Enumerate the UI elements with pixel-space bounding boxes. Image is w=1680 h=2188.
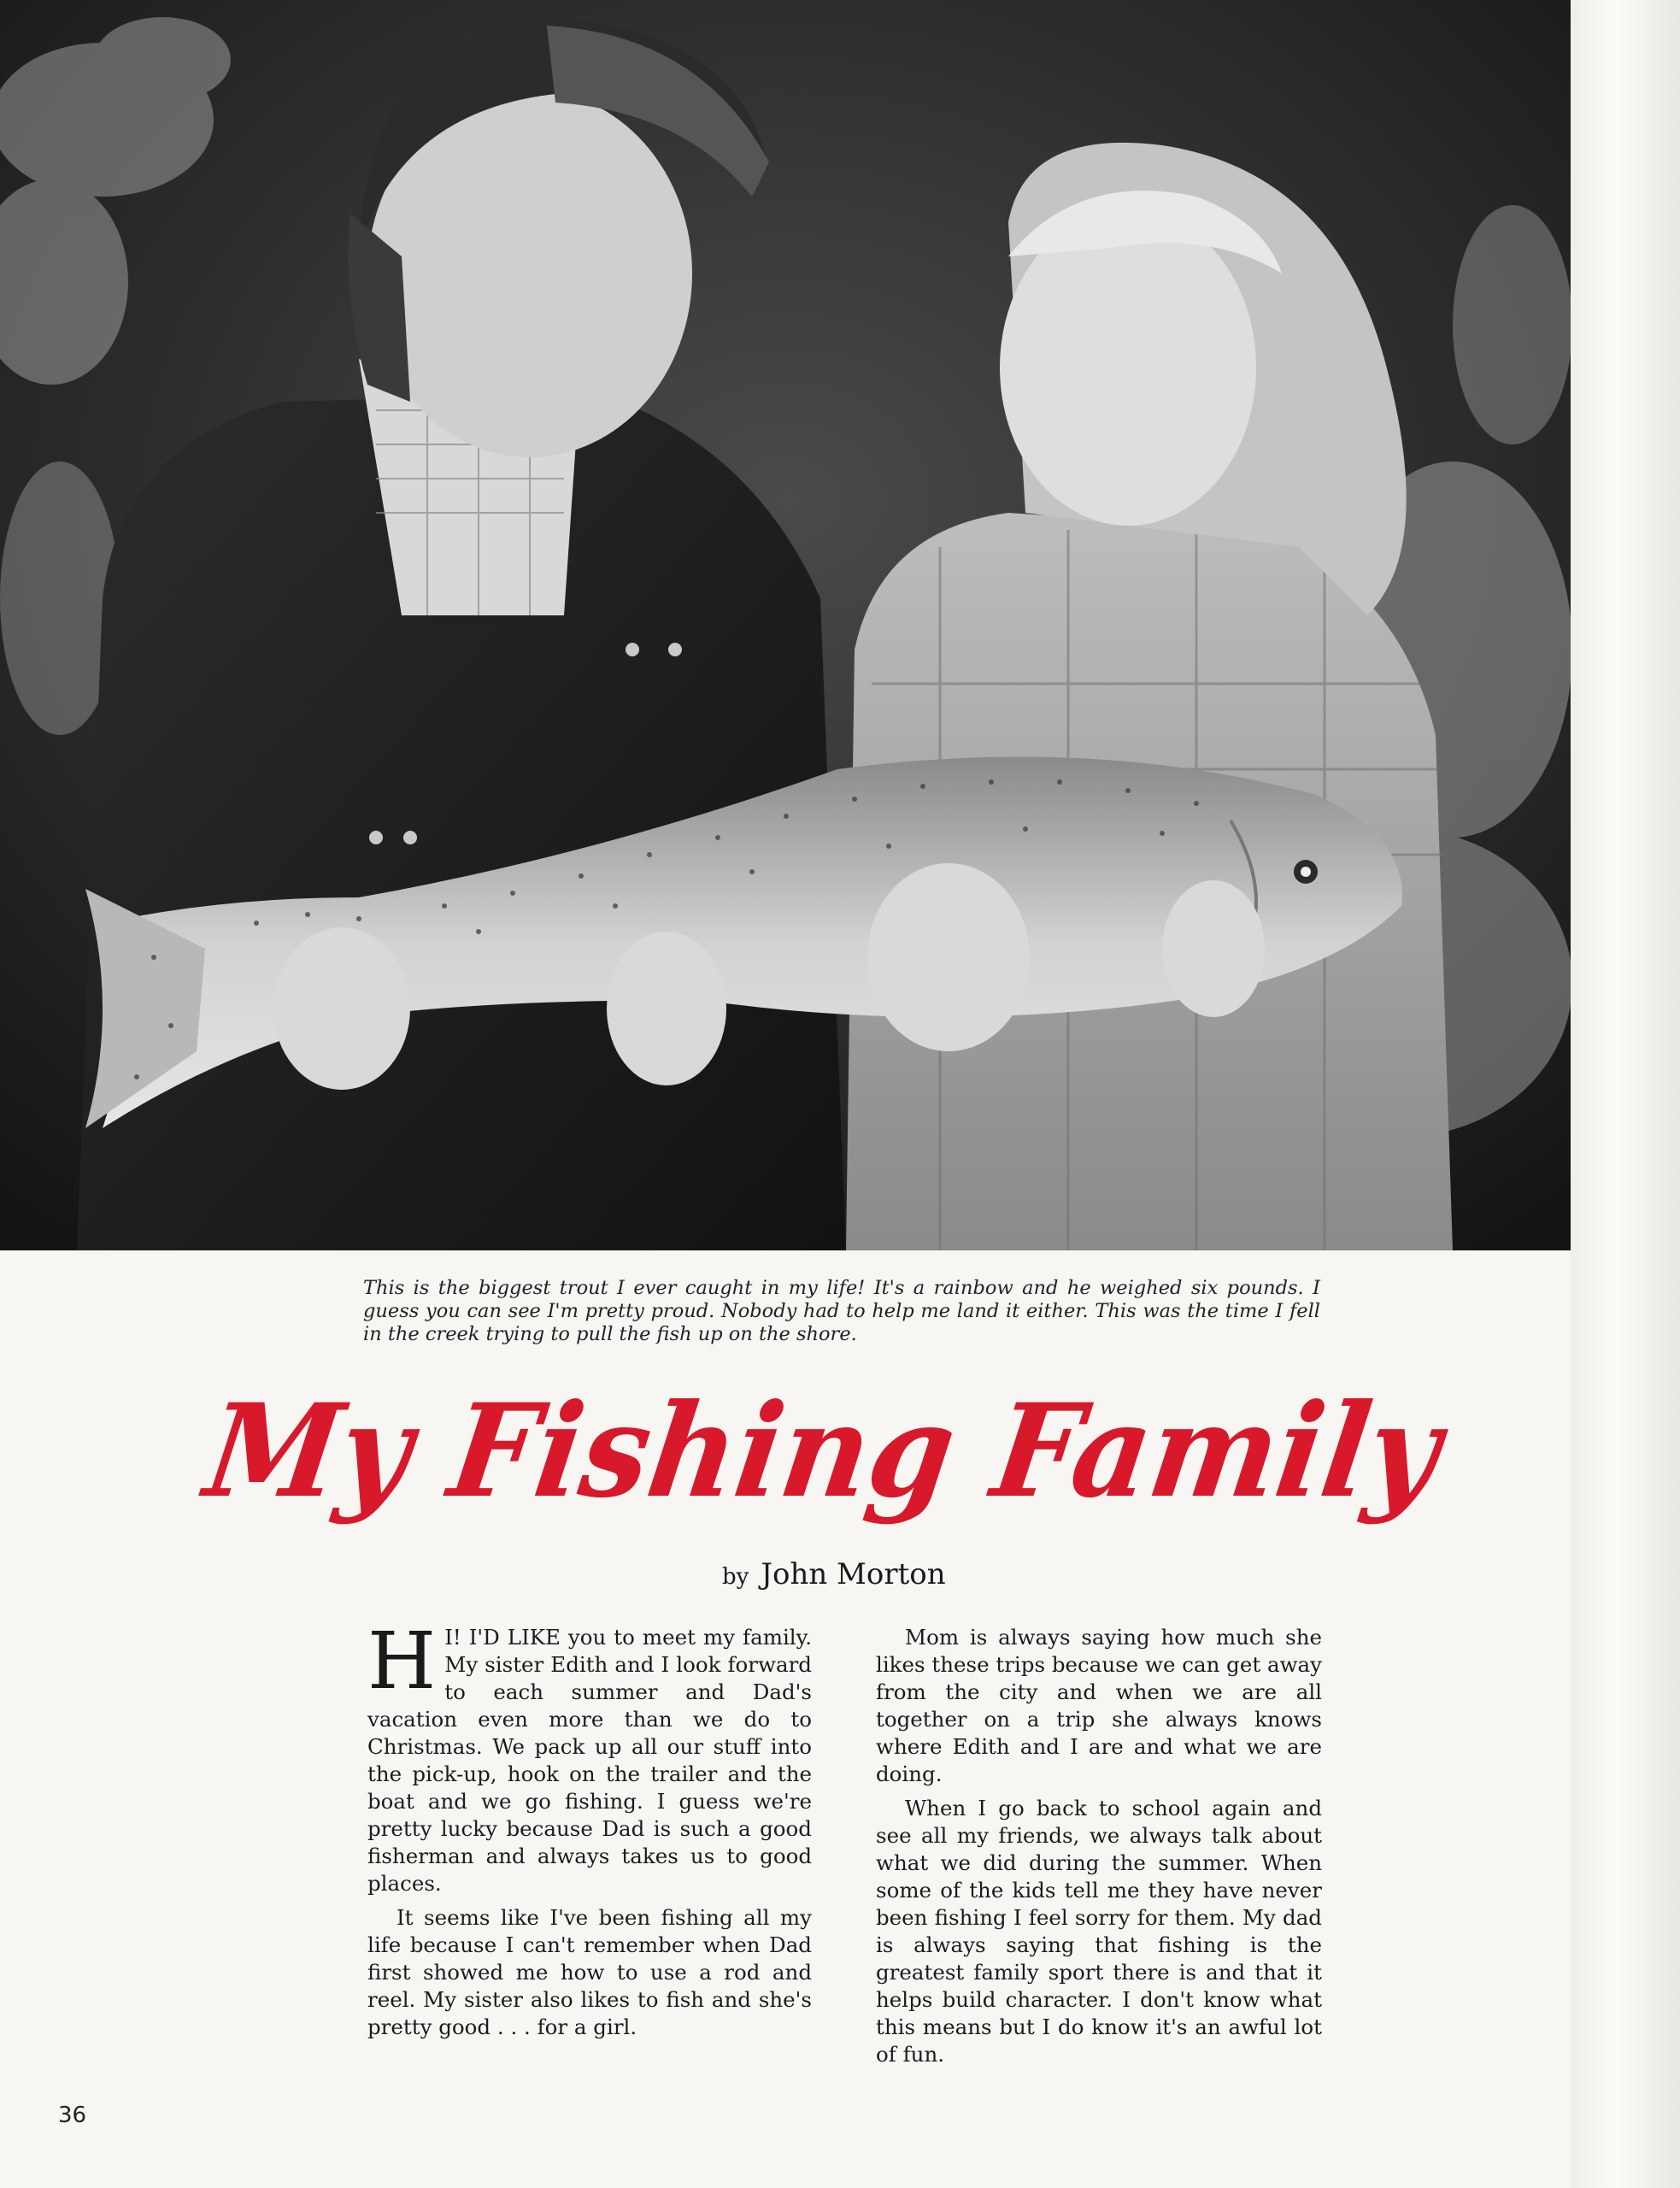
drop-cap: H xyxy=(367,1615,437,1707)
paragraph: When I go back to school again and see all my friends, we always talk about what we did during the summer. When some of the kids tell me they have never been fishing I feel sorry for them. My dad is always saying that fishing is the greatest family sport there is and that it helps build character. I don't know what this means but I do know it's an awful lot of fun. xyxy=(876,1796,1322,2067)
paragraph-text: I! I'D LIKE you to meet my family. My sister Edith and I look forward to each summer and Dad's vacation even more than we do to Christmas. We pack up all our stuff into the pick-up, hook on the trailer and the boat and we go fishing. I guess we're pretty lucky because Dad is such a good fisherman and always takes us to good places. xyxy=(367,1625,812,1896)
article-title-text: My Fishing Family xyxy=(197,1374,1536,1526)
byline xyxy=(722,1557,946,1591)
paragraph: Mom is always saying how much she likes these trips because we can get away from the city and when we are all together on a trip she always knows where Edith and I are and what we are doing. xyxy=(876,1625,1322,1786)
paragraph: It seems like I've been fishing all my life because I can't remember when Dad first showed me how to use a rod and reel. My sister also likes to fish and she's pretty good . . . for a girl. xyxy=(367,1905,812,2039)
author-name: John Morton xyxy=(761,1557,946,1591)
article-column-left xyxy=(367,1615,812,2048)
paragraph xyxy=(367,1615,812,1897)
article-column-right xyxy=(876,1624,1322,2075)
photo-caption: This is the biggest trout I ever caught in my life! It's a rainbow and he weighed six pounds. I guess you can see I'm pretty proud. Nobody had to help me land it either. This was the time I fell in the creek trying to pull the fish up on the shore. xyxy=(363,1277,1320,1345)
byline-prefix: by xyxy=(722,1564,749,1590)
page-edge xyxy=(1571,0,1680,2188)
article-title xyxy=(197,1350,1536,1547)
page-number: 36 xyxy=(58,2103,87,2128)
